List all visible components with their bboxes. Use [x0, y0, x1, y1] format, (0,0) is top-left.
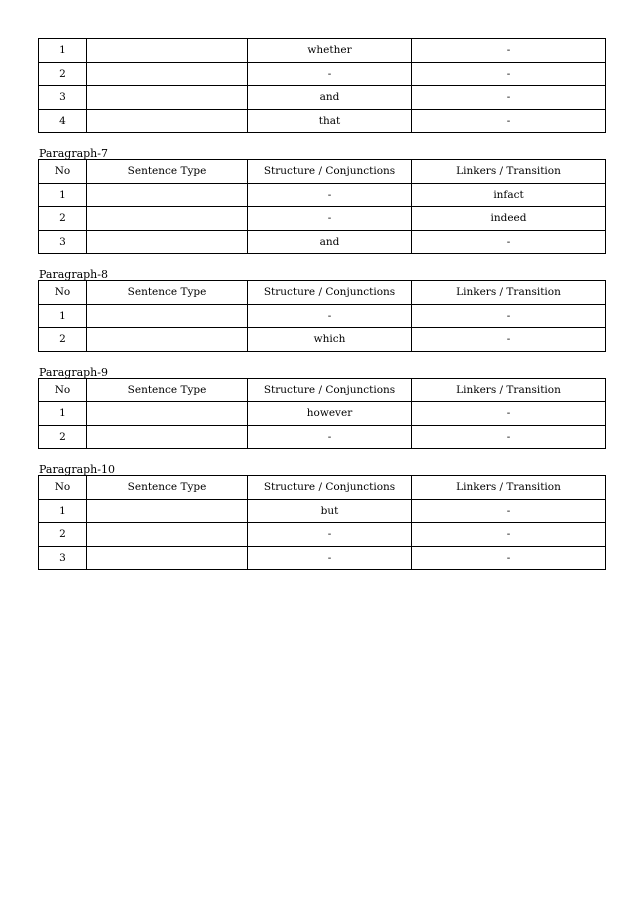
cell-structure: -	[248, 425, 412, 449]
table-row	[39, 62, 606, 86]
header-sentence-type: Sentence Type	[87, 281, 248, 305]
cell-linker: infact	[412, 183, 606, 207]
document-page	[38, 38, 605, 570]
header-structure: Structure / Conjunctions	[248, 281, 412, 305]
cell-sentence-type	[87, 304, 248, 328]
cell-sentence-type	[87, 39, 248, 63]
cell-no: 3	[39, 86, 87, 110]
table-row	[39, 499, 606, 523]
header-sentence-type: Sentence Type	[87, 378, 248, 402]
cell-structure: however	[248, 402, 412, 426]
cell-structure: which	[248, 328, 412, 352]
cell-linker: -	[412, 304, 606, 328]
cell-linker: -	[412, 230, 606, 254]
cell-structure: and	[248, 230, 412, 254]
header-no: No	[39, 281, 87, 305]
cell-sentence-type	[87, 62, 248, 86]
cell-linker: indeed	[412, 207, 606, 231]
table-row	[39, 109, 606, 133]
paragraph-10-section	[38, 463, 605, 570]
cell-no: 2	[39, 523, 87, 547]
cell-sentence-type	[87, 546, 248, 570]
cell-linker: -	[412, 109, 606, 133]
header-linkers: Linkers / Transition	[412, 281, 606, 305]
cell-structure: -	[248, 207, 412, 231]
table-row	[39, 425, 606, 449]
cell-no: 2	[39, 328, 87, 352]
header-no: No	[39, 476, 87, 500]
cell-no: 3	[39, 546, 87, 570]
cell-linker: -	[412, 546, 606, 570]
header-linkers: Linkers / Transition	[412, 160, 606, 184]
header-linkers: Linkers / Transition	[412, 476, 606, 500]
cell-linker: -	[412, 86, 606, 110]
cell-no: 1	[39, 304, 87, 328]
cell-structure: -	[248, 523, 412, 547]
header-structure: Structure / Conjunctions	[248, 378, 412, 402]
cell-structure: and	[248, 86, 412, 110]
cell-linker: -	[412, 425, 606, 449]
header-no: No	[39, 160, 87, 184]
cell-linker: -	[412, 62, 606, 86]
cell-linker: -	[412, 402, 606, 426]
cell-sentence-type	[87, 183, 248, 207]
table-row	[39, 328, 606, 352]
cell-structure: -	[248, 62, 412, 86]
header-sentence-type: Sentence Type	[87, 160, 248, 184]
cell-no: 2	[39, 62, 87, 86]
cell-sentence-type	[87, 109, 248, 133]
cell-structure: whether	[248, 39, 412, 63]
continuation-section	[38, 38, 605, 133]
paragraph-9-table	[38, 378, 606, 450]
table-row	[39, 304, 606, 328]
paragraph-label: Paragraph-8	[39, 268, 108, 281]
cell-structure: -	[248, 304, 412, 328]
paragraph-label: Paragraph-9	[39, 365, 108, 379]
table-row	[39, 230, 606, 254]
table-row	[39, 86, 606, 110]
cell-no: 2	[39, 207, 87, 231]
header-structure: Structure / Conjunctions	[248, 160, 412, 184]
cell-sentence-type	[87, 402, 248, 426]
paragraph-label: Paragraph-10	[39, 463, 115, 476]
cell-no: 1	[39, 183, 87, 207]
paragraph-9-section	[38, 366, 605, 450]
cell-sentence-type	[87, 230, 248, 254]
cell-linker: -	[412, 328, 606, 352]
cell-linker: -	[412, 499, 606, 523]
cell-structure: -	[248, 183, 412, 207]
table-row	[39, 546, 606, 570]
cell-linker: -	[412, 523, 606, 547]
cell-sentence-type	[87, 86, 248, 110]
header-structure: Structure / Conjunctions	[248, 476, 412, 500]
paragraph-7-table	[38, 159, 606, 254]
cell-no: 1	[39, 499, 87, 523]
cell-structure: -	[248, 546, 412, 570]
table-row	[39, 207, 606, 231]
cell-sentence-type	[87, 523, 248, 547]
cell-sentence-type	[87, 328, 248, 352]
paragraph-8-section	[38, 268, 605, 352]
cell-no: 3	[39, 230, 87, 254]
paragraph-8-table	[38, 280, 606, 352]
cell-sentence-type	[87, 425, 248, 449]
table-header-row	[39, 378, 606, 402]
paragraph-10-table	[38, 475, 606, 570]
table-row	[39, 39, 606, 63]
table-header-row	[39, 476, 606, 500]
paragraph-label: Paragraph-7	[39, 147, 108, 160]
table-row	[39, 183, 606, 207]
cell-structure: that	[248, 109, 412, 133]
cell-linker: -	[412, 39, 606, 63]
table-header-row	[39, 281, 606, 305]
table-row	[39, 523, 606, 547]
cell-no: 2	[39, 425, 87, 449]
header-linkers: Linkers / Transition	[412, 378, 606, 402]
cell-no: 1	[39, 402, 87, 426]
paragraph-7-section	[38, 147, 605, 254]
table-row	[39, 402, 606, 426]
cell-structure: but	[248, 499, 412, 523]
table-header-row	[39, 160, 606, 184]
cell-no: 4	[39, 109, 87, 133]
header-no: No	[39, 378, 87, 402]
cell-no: 1	[39, 39, 87, 63]
cell-sentence-type	[87, 499, 248, 523]
cell-sentence-type	[87, 207, 248, 231]
continuation-table	[38, 38, 606, 133]
header-sentence-type: Sentence Type	[87, 476, 248, 500]
